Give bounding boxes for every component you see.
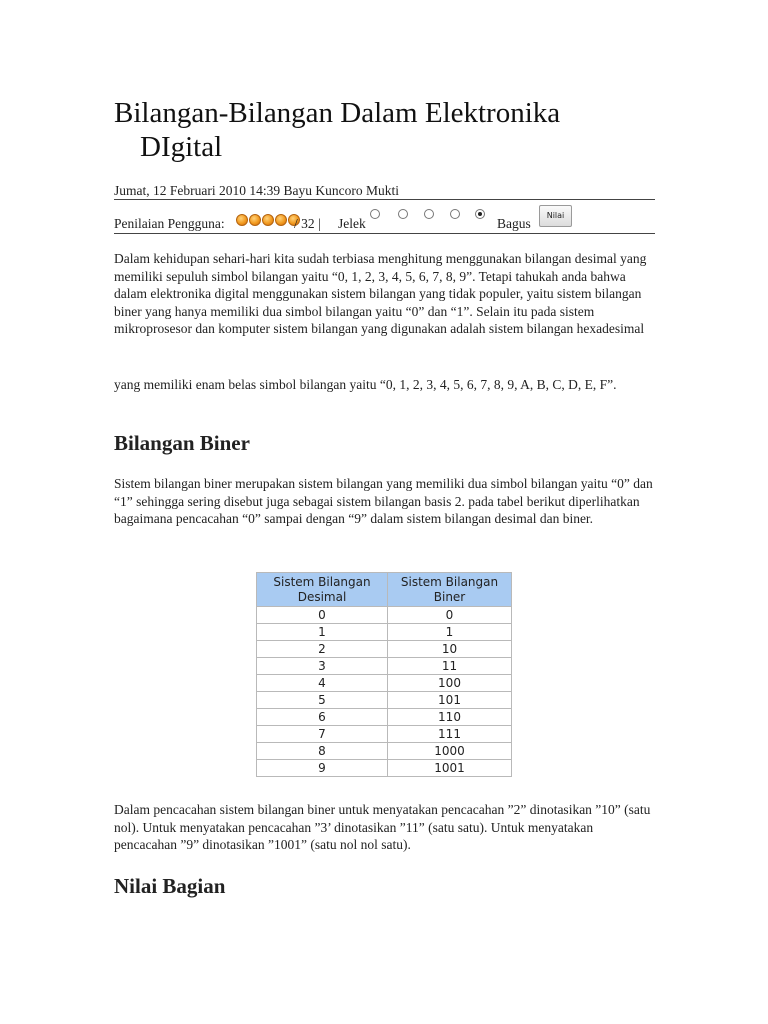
table-cell: 10 [388,641,512,658]
table-row [257,641,512,658]
table-cell: 8 [257,743,388,760]
star-icon [249,214,261,226]
table-row [257,607,512,624]
divider-top [114,199,655,200]
table-row [257,709,512,726]
table-cell: 1 [388,624,512,641]
table-cell: 5 [257,692,388,709]
table-row [257,760,512,777]
table-cell: 111 [388,726,512,743]
table-cell: 4 [257,675,388,692]
article-title-line2: DIgital [140,131,223,163]
table-cell: 1 [257,624,388,641]
star-icon [262,214,274,226]
rating-label: Penilaian Pengguna: [114,216,225,231]
rating-high-label: Bagus [497,216,531,231]
rating-low-label: Jelek [338,216,366,231]
table-row [257,658,512,675]
star-icon [275,214,287,226]
rating-stars-icon [236,214,300,226]
article-title-line1: Bilangan-Bilangan Dalam Elektronika [114,97,561,129]
table-header-binary: Sistem Bilangan Biner [388,573,512,607]
biner-paragraph: Sistem bilangan biner merupakan sistem bilangan yang memiliki dua simbol bilangan yaitu “0” dan “1” sehingga sering disebut juga sebagai sistem bilangan basis 2. pada tabel berikut diperlihatkan bagaimana pencacahan “0” sampai dengan “9” dalam sistem bilangan desimal dan biner. [114,476,653,527]
table-cell: 1001 [388,760,512,777]
divider-bottom [114,233,655,234]
table-row [257,624,512,641]
star-icon [236,214,248,226]
rating-radio-3[interactable] [424,209,434,219]
rating-radio-5[interactable] [475,209,485,219]
table-cell: 3 [257,658,388,675]
table-cell: 2 [257,641,388,658]
binary-table [256,572,512,777]
table-cell: 1000 [388,743,512,760]
table-header-row [257,573,512,607]
article-title [114,96,654,164]
table-cell: 0 [388,607,512,624]
heading-nilai-bagian: Nilai Bagian [114,874,226,898]
intro-paragraph-2: yang memiliki enam belas simbol bilangan yaitu “0, 1, 2, 3, 4, 5, 6, 7, 8, 9, A, B, C, D, E, F”. [114,377,617,392]
table-cell: 110 [388,709,512,726]
rating-radio-1[interactable] [370,209,380,219]
table-cell: 0 [257,607,388,624]
user-rating-bar [114,208,655,230]
table-row [257,675,512,692]
table-row [257,726,512,743]
table-cell: 11 [388,658,512,675]
biner-explanation-paragraph: Dalam pencacahan sistem bilangan biner untuk menyatakan pencacahan ”2” dinotasikan ”10” (satu nol). Untuk menyatakan pencacahan ”3’ dinotasikan ”11” (satu satu). Untuk menyatakan pencacahan ”9” dinotasikan ”1001” (satu nol nol satu). [114,802,651,853]
rating-radio-4[interactable] [450,209,460,219]
table-header-decimal: Sistem Bilangan Desimal [257,573,388,607]
rating-radio-2[interactable] [398,209,408,219]
heading-bilangan-biner: Bilangan Biner [114,431,250,455]
table-row [257,743,512,760]
table-cell: 100 [388,675,512,692]
table-cell: 9 [257,760,388,777]
submit-rating-button[interactable]: Nilai [539,205,572,227]
intro-paragraph: Dalam kehidupan sehari-hari kita sudah terbiasa menghitung menggunakan bilangan desimal yang memiliki sepuluh simbol bilangan yaitu “0, 1, 2, 3, 4, 5, 6, 7, 8, 9”. Tetapi tahukah anda bahwa dalam elektronika digital menggunakan sistem bilangan yang tidak populer, yaitu sistem bilangan biner yang hanya memiliki dua simbol bilangan yaitu “0” dan “1”. Selain itu pada sistem mikroprosesor dan komputer sistem bilangan yang digunakan adalah sistem bilangan hexadesimal [114,251,647,337]
rating-score: / 32 | [294,216,321,231]
table-cell: 7 [257,726,388,743]
article-meta: Jumat, 12 Februari 2010 14:39 Bayu Kuncoro Mukti [114,183,399,198]
table-cell: 101 [388,692,512,709]
table-cell: 6 [257,709,388,726]
table-row [257,692,512,709]
